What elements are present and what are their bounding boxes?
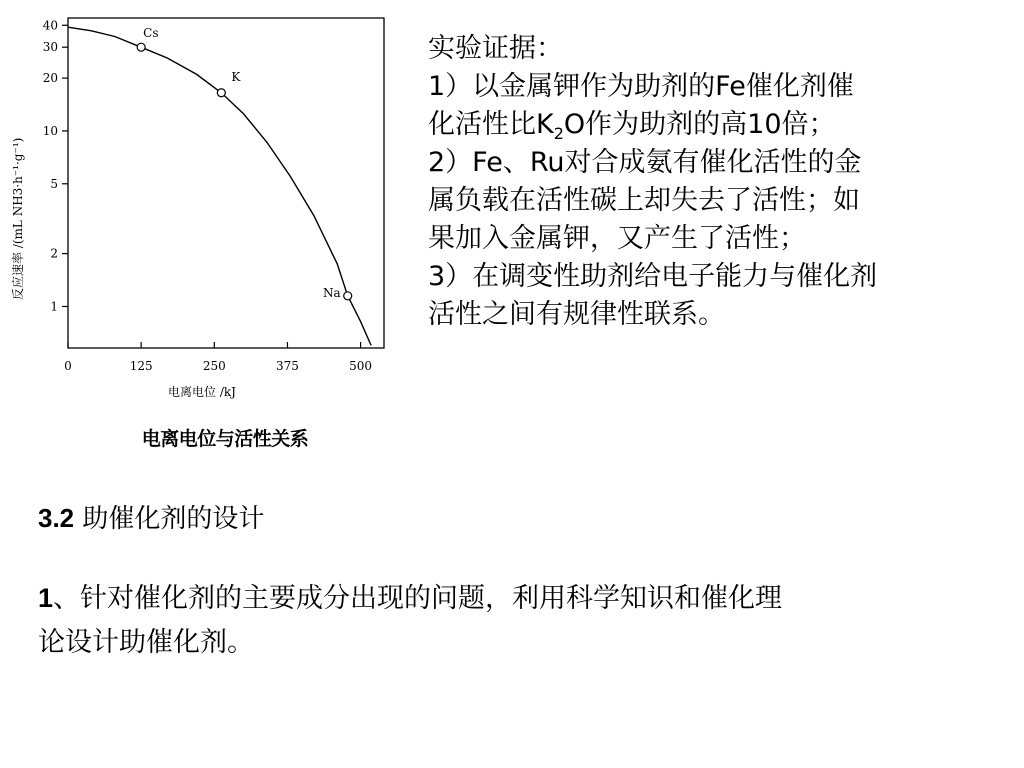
principle-text-1: 、针对催化剂的主要成分出现的问题，利用科学知识和催化理 — [53, 583, 783, 614]
y-tick-label: 10 — [42, 123, 58, 138]
data-points — [137, 26, 352, 300]
x-tick-label: 250 — [202, 359, 226, 373]
evidence-item-2c: 果加入金属钾，又产生了活性； — [428, 223, 806, 254]
evidence-item-1b-pre: 化活性比K — [428, 109, 554, 140]
y-axis-ticks — [43, 18, 68, 313]
x-tick-label: 0 — [64, 359, 72, 373]
point-label-cs: Cs — [143, 26, 159, 41]
chart-canvas — [0, 0, 410, 420]
evidence-item-1b-post: O作为助剂的高10倍； — [563, 109, 836, 140]
section-number: 3.2 — [38, 503, 75, 533]
x-axis-ticks — [64, 342, 372, 373]
principle-line-2: 论设计助催化剂。 — [38, 627, 254, 658]
section-title: 助催化剂的设计 — [74, 504, 265, 534]
y-tick-label: 5 — [50, 176, 58, 191]
experimental-evidence — [428, 30, 998, 334]
y-tick-label: 1 — [50, 299, 58, 314]
y-tick-label: 40 — [42, 18, 58, 33]
evidence-item-1b — [428, 106, 998, 144]
point-label-na: Na — [323, 285, 341, 300]
section-heading — [38, 498, 264, 539]
x-tick-label: 375 — [275, 359, 299, 373]
evidence-item-2a: 2）Fe、Ru对合成氨有催化活性的金 — [428, 147, 862, 178]
data-point-na — [344, 292, 352, 300]
point-label-k: K — [231, 69, 241, 84]
x-axis-label: 电离电位 /kJ — [168, 385, 236, 399]
evidence-item-3a: 3）在调变性助剂给电子能力与催化剂 — [428, 261, 878, 292]
evidence-item-2b: 属负载在活性碳上却失去了活性；如 — [428, 185, 860, 216]
subscript-2: 2 — [553, 124, 564, 143]
data-point-k — [217, 89, 225, 97]
y-axis-label: 反应速率 /(mL NH3·h⁻¹·g⁻¹) — [11, 137, 25, 300]
chart-caption: 电离电位与活性关系 — [141, 428, 309, 450]
y-tick-label: 2 — [50, 246, 58, 261]
evidence-heading: 实验证据： — [428, 33, 563, 64]
y-tick-label: 30 — [42, 40, 58, 55]
evidence-item-3b: 活性之间有规律性联系。 — [428, 299, 725, 330]
design-principle — [38, 576, 998, 665]
principle-line-1 — [38, 576, 998, 621]
principle-number: 1 — [38, 583, 54, 613]
evidence-item-1a: 1）以金属钾作为助剂的Fe催化剂催 — [428, 71, 854, 102]
y-tick-label: 20 — [42, 71, 58, 86]
data-point-cs — [137, 43, 145, 51]
x-tick-label: 125 — [129, 359, 153, 373]
ionization-activity-chart — [0, 0, 410, 470]
x-tick-label: 500 — [349, 359, 373, 373]
